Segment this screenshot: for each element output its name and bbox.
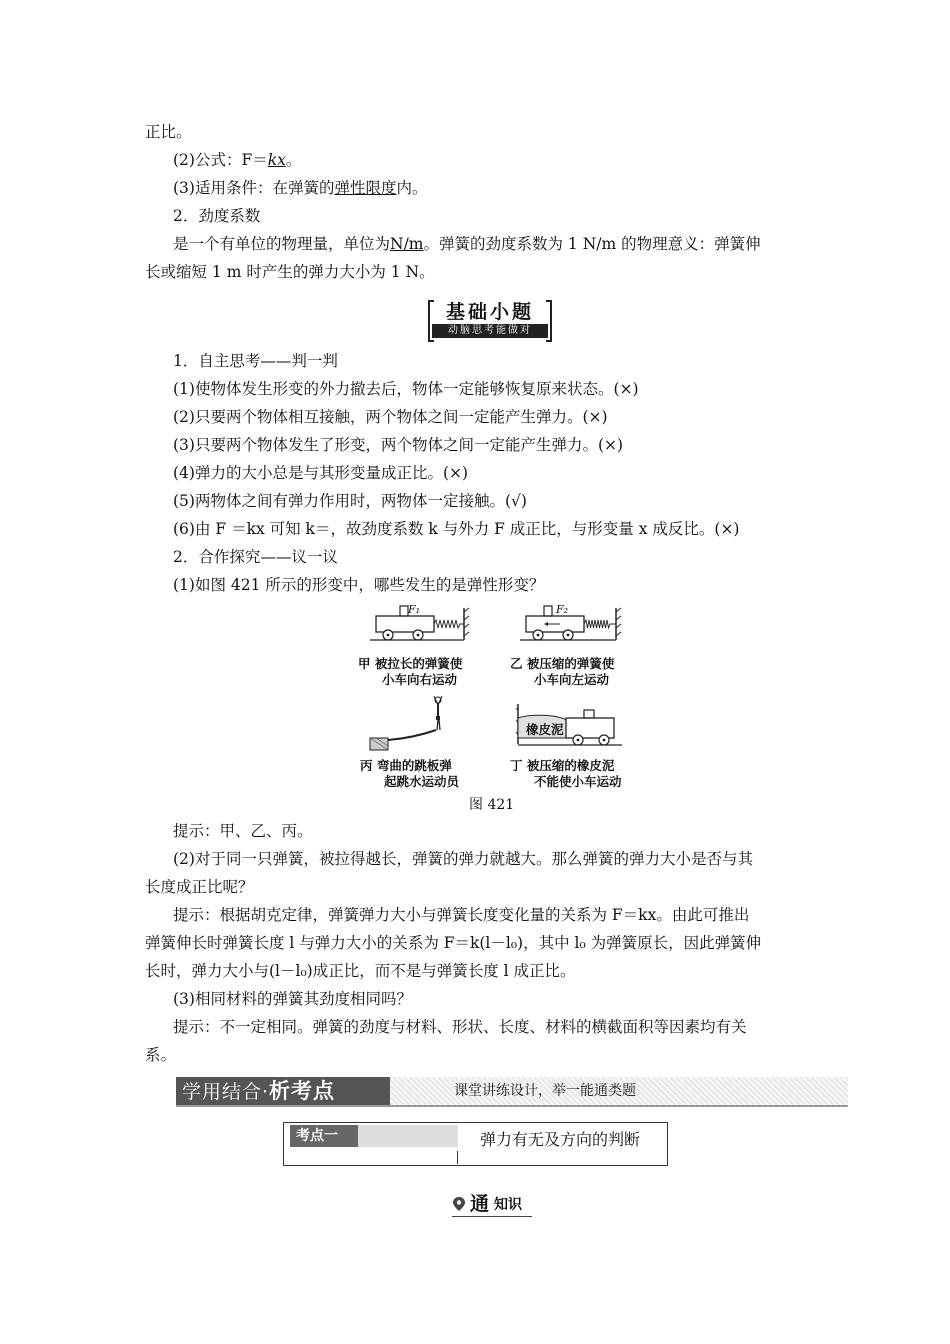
key-point-divider — [457, 1151, 458, 1164]
knowledge-label-a: 通 — [470, 1193, 490, 1215]
putty-label: 橡皮泥 — [526, 722, 564, 737]
condition-line — [173, 177, 428, 199]
text-line: 长或缩短 1 m 时产生的弹力大小为 1 N。 — [145, 263, 435, 281]
caption-a-line1: 甲 被拉长的弹簧使 — [358, 656, 463, 671]
basic-questions-badge — [428, 300, 552, 340]
section-title-b: 析考点 — [269, 1079, 336, 1103]
question-heading: 2．合作探究——议一议 — [173, 548, 338, 566]
unit-line — [173, 233, 761, 255]
hint-cont: 弹簧伸长时弹簧长度 l 与弹力大小的关系为 F＝k(l－l₀)，其中 l₀ 为弹簧原长，因此弹簧伸 — [145, 934, 762, 952]
question-item: (3)相同材料的弹簧其劲度相同吗？ — [173, 990, 412, 1008]
formula-prefix: (2)公式：F＝ — [173, 151, 268, 169]
knowledge-label — [452, 1192, 532, 1217]
key-point-tab: 考点一 — [290, 1125, 358, 1147]
badge-subtitle: 动脑思考能做对 — [432, 324, 548, 338]
hint: 提示：甲、乙、丙。 — [173, 822, 313, 840]
caption-a-line2: 小车向右运动 — [382, 672, 458, 687]
force-label-f1: F₁ — [408, 603, 421, 616]
figure-caption: 图 421 — [469, 797, 515, 813]
question-item: (1)使物体发生形变的外力撤去后，物体一定能够恢复原来状态。(×) — [173, 380, 639, 398]
location-pin-icon — [452, 1196, 466, 1212]
subheading: 2．劲度系数 — [173, 207, 261, 225]
condition-suffix: 内。 — [396, 179, 428, 197]
key-point-box — [283, 1122, 668, 1166]
key-point-title: 弹力有无及方向的判断 — [480, 1130, 641, 1149]
force-label-f2: F₂ — [556, 603, 569, 616]
text-line: 正比。 — [145, 123, 192, 141]
hint: 提示：不一定相同。弹簧的劲度与材料、形状、长度、材料的横截面积等因素均有关 — [173, 1018, 747, 1036]
section-title — [176, 1077, 390, 1105]
question-item-cont: 长度成正比呢？ — [145, 878, 254, 896]
caption-b-line1: 乙 被压缩的弹簧使 — [510, 656, 615, 671]
figure-springboard-diver — [368, 694, 458, 752]
question-item: (4)弹力的大小总是与其形变量成正比。(×) — [173, 464, 469, 482]
condition-prefix: (3)适用条件：在弹簧的 — [173, 179, 335, 197]
question-heading: 1．自主思考——判一判 — [173, 352, 338, 370]
question-item: (5)两物体之间有弹力作用时，两物体一定接触。(√) — [173, 492, 527, 510]
question-item: (2)对于同一只弹簧，被拉得越长，弹簧的弹力就越大。那么弹簧的弹力大小是否与其 — [173, 850, 753, 868]
question-item: (3)只要两个物体发生了形变，两个物体之间一定能产生弹力。(×) — [173, 436, 624, 454]
unit-suffix: 。弹簧的劲度系数为 1 N/m 的物理意义：弹簧伸 — [423, 235, 761, 253]
caption-c-line2: 起跳水运动员 — [384, 774, 460, 789]
section-title-a: 学用结合· — [182, 1081, 270, 1103]
knowledge-label-b: 知识 — [494, 1197, 522, 1213]
caption-b-line2: 小车向左运动 — [534, 672, 610, 687]
question-item: (6)由 F ＝kx 可知 k＝，故劲度系数 k 与外力 F 成正比，与形变量 x 成反比。(×) — [173, 520, 740, 538]
badge-title: 基础小题 — [445, 301, 534, 323]
caption-d-line1: 丁 被压缩的橡皮泥 — [510, 758, 615, 773]
hint: 提示：根据胡克定律，弹簧弹力大小与弹簧长度变化量的关系为 F＝kx。由此可推出 — [173, 906, 750, 924]
caption-c-line1: 丙 弯曲的跳板弹 — [360, 758, 452, 773]
figure-spring-stretched — [368, 602, 473, 646]
key-point-tab-shade — [358, 1125, 458, 1147]
figure-spring-compressed — [520, 602, 625, 646]
unit-prefix: 是一个有单位的物理量，单位为 — [173, 235, 391, 253]
formula-answer: kx — [267, 151, 286, 169]
section-header-bar — [176, 1077, 848, 1107]
hint-cont: 系。 — [145, 1046, 177, 1064]
question-item: (1)如图 421 所示的形变中，哪些发生的是弹性形变？ — [173, 576, 545, 594]
condition-answer: 弹性限度 — [334, 179, 397, 197]
section-subtitle: 课堂讲练设计，举一能通类题 — [454, 1083, 636, 1099]
unit-answer: N/m — [390, 235, 424, 253]
caption-d-line2: 不能使小车运动 — [534, 774, 622, 789]
formula-line — [173, 149, 301, 171]
hint-cont: 长时，弹力大小与(l－l₀)成正比，而不是与弹簧长度 l 成正比。 — [145, 962, 576, 980]
formula-suffix: 。 — [285, 151, 302, 169]
question-item: (2)只要两个物体相互接触，两个物体之间一定能产生弹力。(×) — [173, 408, 608, 426]
